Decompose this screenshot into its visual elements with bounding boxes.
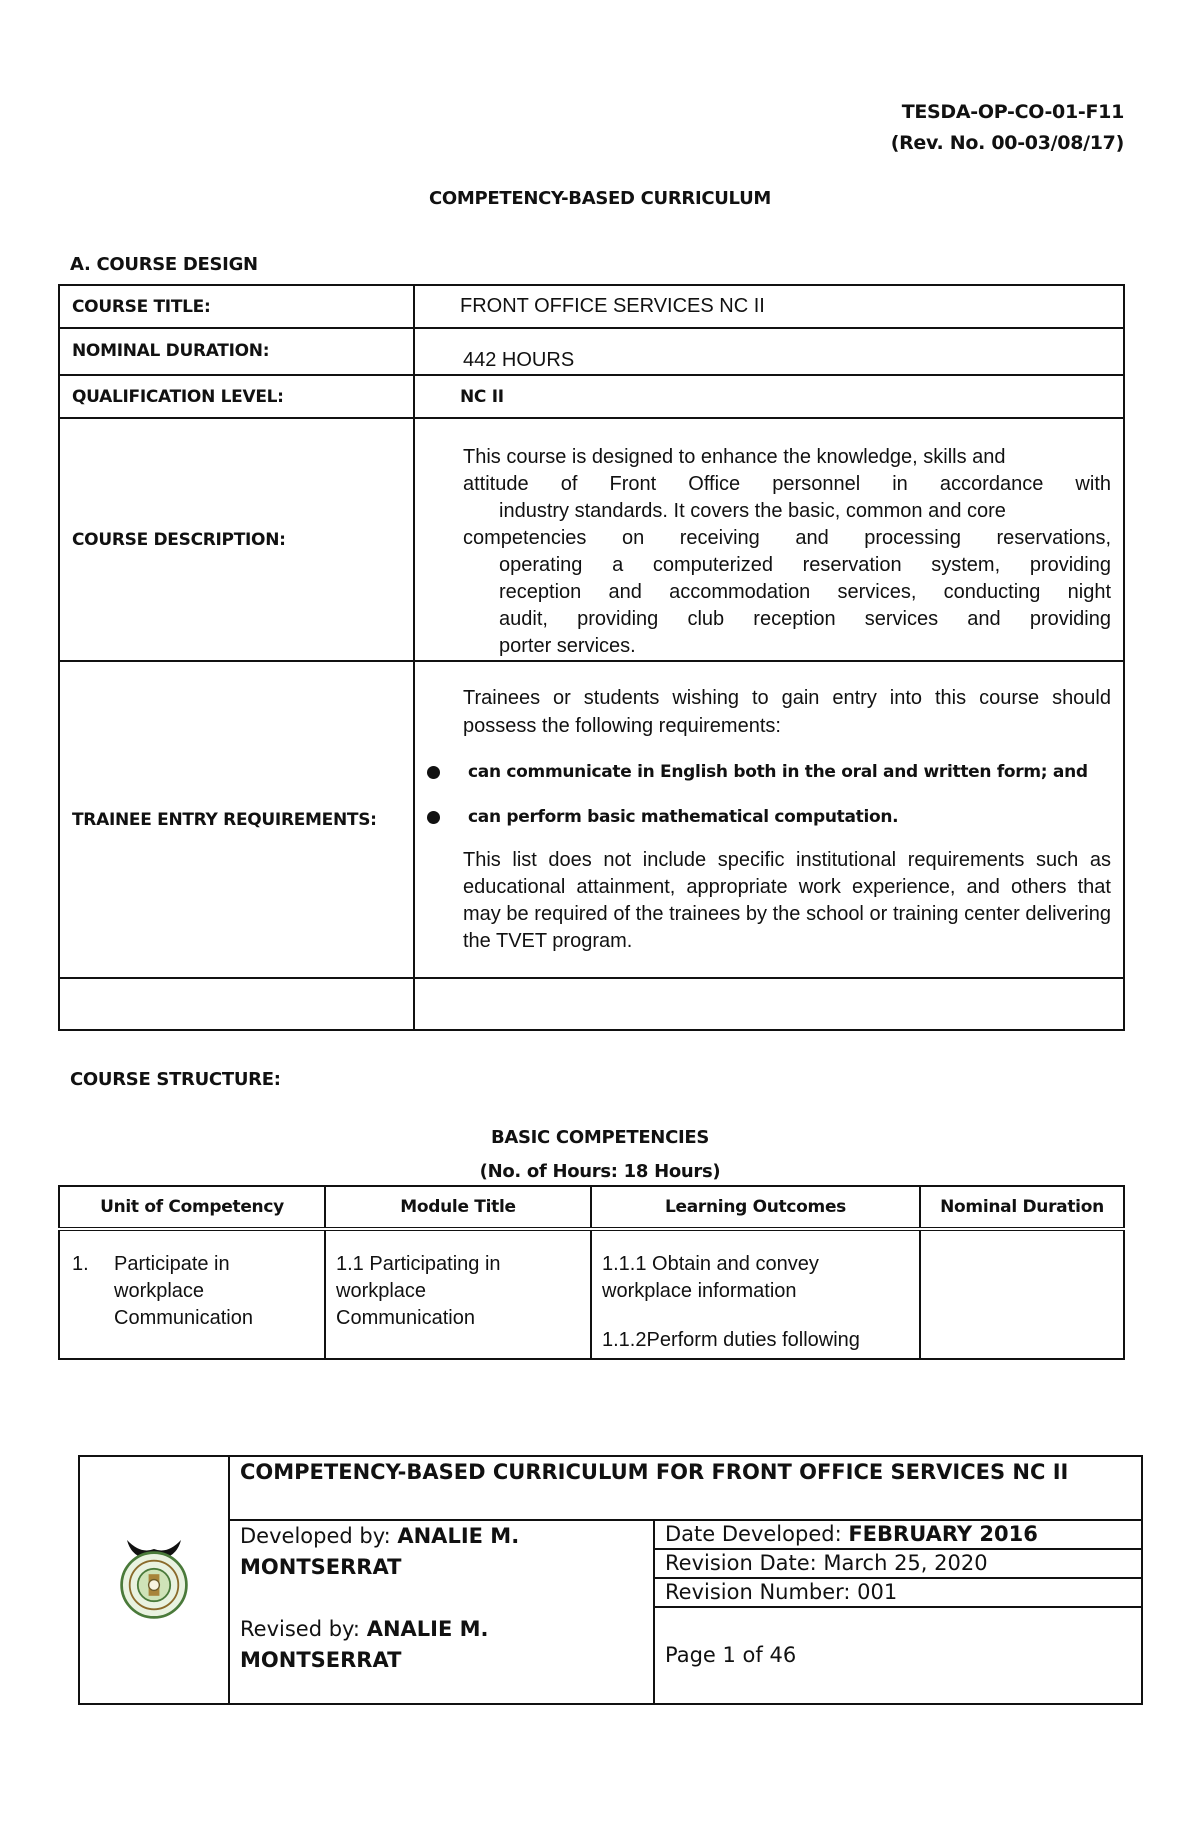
nominal-duration-cell [920,1229,1124,1359]
desc-line: operating a computerized reservation system, providing [499,554,1111,576]
qualification-level-label: QUALIFICATION LEVEL: [59,375,414,418]
desc-line: porter services. [499,635,636,657]
date-developed [654,1520,1142,1549]
column-header: Learning Outcomes [591,1186,920,1229]
competency-table [58,1185,1125,1360]
bullet-icon [427,811,440,824]
requirement-text: can perform basic mathematical computation. [468,807,899,827]
qualification-level-value: NC II [414,375,1124,418]
module-title-cell: 1.1 Participating in workplace Communication [325,1229,591,1359]
desc-line: This course is designed to enhance the knowledge, skills and [463,446,1006,468]
basic-competencies-hours: (No. of Hours: 18 Hours) [479,1161,721,1182]
column-header: Module Title [325,1186,591,1229]
course-title-value: FRONT OFFICE SERVICES NC II [414,285,1124,328]
empty-cell [59,978,414,1030]
footer-title: COMPETENCY-BASED CURRICULUM FOR FRONT OFFICE SERVICES NC II [229,1456,1142,1520]
bullet-icon [427,766,440,779]
column-header: Unit of Competency [59,1186,325,1229]
basic-competencies-heading [0,1121,1200,1189]
logo-cell [79,1456,229,1704]
revised-by [240,1614,643,1676]
revision-code: (Rev. No. 00-03/08/17) [890,132,1124,154]
tesda-seal-icon [109,1531,199,1621]
requirement-item [415,762,1111,782]
trainee-entry-label: TRAINEE ENTRY REQUIREMENTS: [59,661,414,978]
desc-line: competencies on receiving and processing reservations, [463,527,1111,549]
unit-of-competency-cell [59,1229,325,1359]
developed-by-label: Developed by: [240,1524,398,1548]
unit-text: Participate in workplace Communication [114,1253,253,1329]
form-code: TESDA-OP-CO-01-F11 [901,101,1124,123]
trainee-entry-intro: Trainees or students wishing to gain entry into this course should possess the following requirements: [463,687,1111,737]
unit-number: 1. [72,1253,89,1275]
revision-date: Revision Date: March 25, 2020 [654,1549,1142,1578]
column-header: Nominal Duration [920,1186,1124,1229]
desc-line: attitude of Front Office personnel in accordance with [463,473,1111,495]
course-description-value [414,418,1124,661]
developed-by [240,1521,643,1583]
nominal-duration-value: 442 HOURS [414,328,1124,375]
basic-competencies-title: BASIC COMPETENCIES [490,1127,710,1148]
section-a-heading: A. COURSE DESIGN [70,254,258,275]
developed-by-value: ANALIE M. MONTSERRAT [240,1524,520,1579]
trainee-entry-value [414,661,1124,978]
date-developed-value: FEBRUARY 2016 [848,1522,1038,1546]
date-developed-label: Date Developed: [665,1522,849,1546]
course-description-label: COURSE DESCRIPTION: [59,418,414,661]
learning-outcomes-cell [591,1229,920,1359]
document-footer [78,1455,1143,1705]
revision-number: Revision Number: 001 [654,1578,1142,1607]
desc-line: reception and accommodation services, conducting night [499,581,1111,603]
requirement-text: can communicate in English both in the oral and written form; and [468,762,1088,782]
trainee-entry-note: This list does not include specific institutional requirements such as educational attainment, appropriate work experience, and others that may be required of the trainees by the school or training center delivering the TVET program. [463,849,1111,952]
course-design-table [58,284,1125,1031]
course-title-label: COURSE TITLE: [59,285,414,328]
developer-cell [229,1520,654,1704]
revised-by-label: Revised by: [240,1617,367,1641]
learning-outcome: 1.1.2Perform duties following [602,1329,860,1351]
learning-outcome: 1.1.1 Obtain and convey workplace information [602,1253,819,1302]
desc-line: industry standards. It covers the basic, common and core [499,500,1006,522]
document-title: COMPETENCY-BASED CURRICULUM [428,188,772,209]
nominal-duration-label: NOMINAL DURATION: [59,328,414,375]
revised-by-value: ANALIE M. MONTSERRAT [240,1617,489,1672]
course-structure-heading: COURSE STRUCTURE: [70,1069,281,1090]
desc-line: audit, providing club reception services and providing [499,608,1111,630]
form-code-block [891,97,1124,159]
table-row [59,1229,1124,1359]
empty-cell [414,978,1124,1030]
page-number: Page 1 of 46 [654,1607,1142,1704]
requirement-item [415,807,1111,827]
